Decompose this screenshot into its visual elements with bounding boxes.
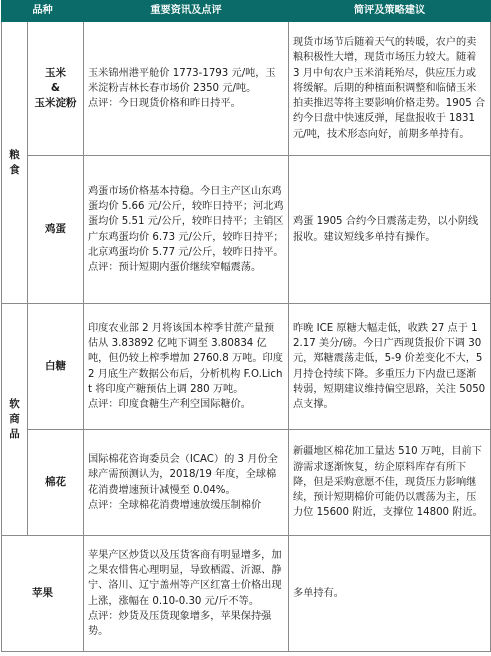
table-header-row [2, 1, 491, 22]
table-row-apple [2, 536, 491, 652]
news-apple-comment: 点评：炒货及压货现象增多，苹果保持强势。 [88, 610, 272, 637]
table-row-egg [2, 156, 491, 304]
news-egg [84, 156, 289, 304]
table-row-cotton [2, 430, 491, 536]
news-apple-info: 苹果产区炒货以及压货客商有明显增多，加之果农惜售心理明显，导致栖霞、沂源、静宁、洛川、辽宁盖州等产区红富士价格出现上涨，涨幅在 0.10-0.30 元/斤不等。 [88, 549, 282, 607]
news-egg-info: 鸡蛋市场价格基本持稳。今日主产区山东鸡蛋均价 5.66 元/公斤，较昨日持平；河北鸡蛋均价 5.51 元/公斤，较昨日持平；主销区广东鸡蛋均价 6.73 元/公斤，较昨日持平；北京鸡蛋均价 5.77 元/公斤，较昨日持平。 [88, 185, 284, 258]
strategy-corn: 现货市场节后随着天气的转暖，农户的卖粮积极性大增，现货市场压力较大。随着 3 月中旬农户玉米消耗殆尽，供应压力或将缓解。后期的种植面积调整和临储玉米拍卖推迟等将主要影响价格走势。1905 合约今日盘中快速反弹，尾盘报收于 1831 元/吨，技术形态向好，前期多单持有。 [289, 22, 491, 156]
table-row-corn [2, 22, 491, 156]
group-soft-char-1: 软 [9, 398, 20, 410]
news-sugar-info: 印度农业部 2 月将该国本榨季甘蔗产量预估从 3.83892 亿吨下调至 3.80834 亿吨，但仍较上榨季增加 2760.8 万吨。印度 2 月底生产数据公布后，分析机构 F.O.Licht 将印度产糖预估上调 280 万吨。 [88, 322, 283, 395]
variety-corn-line-1: 玉米 [45, 67, 66, 79]
group-soft-char-2: 商 [9, 413, 20, 425]
news-cotton-info: 国际棉花咨询委员会（ICAC）的 3 月份全球产需预测认为，2018/19 年度，全球棉花消费增速预计减慢至 0.04%。 [88, 454, 278, 496]
header-strategy: 简评及策略建议 [289, 1, 491, 22]
group-label-soft [2, 304, 28, 536]
news-corn-info: 玉米锦州港平舱价 1773-1793 元/吨，玉米淀粉吉林长春市场价 2350 元/吨。 [88, 67, 276, 94]
variety-corn [28, 22, 84, 156]
variety-corn-line-2: & [50, 82, 61, 94]
group-grain-char-1: 粮 [9, 148, 20, 161]
strategy-sugar: 昨晚 ICE 原糖大幅走低，收跌 27 点于 12.17 美分/磅。今日广西现货报价下调 30 元，郑糖震荡走低，5-9 价差变化不大，5 月持仓持续下降。多重压力下内盘已逐渐转弱，短期建议维持偏空思路，关注 5050 点支撑。 [289, 304, 491, 430]
group-grain-char-2: 食 [9, 163, 20, 176]
group-soft-char-3: 品 [9, 428, 20, 440]
news-corn-comment: 点评：今日现货价格和昨日持平。 [88, 98, 241, 110]
market-review-table [1, 0, 491, 652]
variety-apple: 苹果 [2, 536, 84, 652]
news-sugar-comment: 点评：印度食糖生产利空国际糖价。 [88, 398, 251, 410]
variety-cotton: 棉花 [28, 430, 84, 536]
table-row-sugar [2, 304, 491, 430]
news-egg-comment: 点评：预计短期内蛋价继续窄幅震荡。 [88, 261, 262, 273]
header-news: 重要资讯及点评 [84, 1, 289, 22]
group-label-grain [2, 22, 28, 304]
header-variety: 品种 [2, 1, 84, 22]
news-corn [84, 22, 289, 156]
variety-egg: 鸡蛋 [28, 156, 84, 304]
strategy-apple: 多单持有。 [289, 536, 491, 652]
strategy-egg: 鸡蛋 1905 合约今日震荡走势，以小阴线报收。建议短线多单持有操作。 [289, 156, 491, 304]
news-cotton [84, 430, 289, 536]
variety-corn-line-3: 玉米淀粉 [34, 97, 77, 109]
news-apple [84, 536, 289, 652]
news-cotton-comment: 点评：全球棉花消费增速放缓压制棉价 [88, 499, 262, 511]
strategy-cotton: 新疆地区棉花加工量达 510 万吨，目前下游需求逐渐恢复，纺企原料库存有所下降，但是采购意愿不佳，现货压力影响继续，预计短期棉价可能仍以震荡为主，压力位 15600 附近，支撑位 14800 附近。 [289, 430, 491, 536]
variety-sugar: 白糖 [28, 304, 84, 430]
news-sugar [84, 304, 289, 430]
